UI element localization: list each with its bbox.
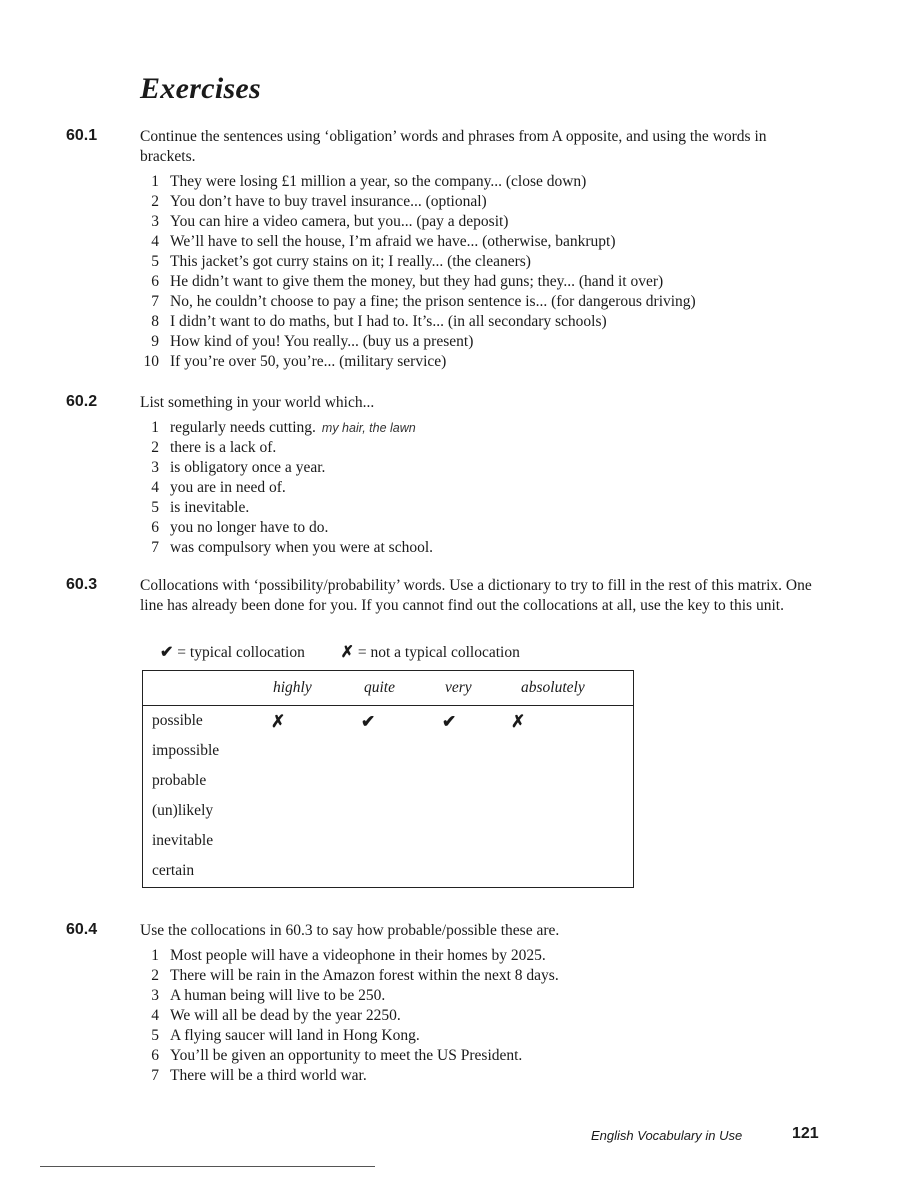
column-header-very: very (445, 679, 472, 696)
column-header-quite: quite (364, 679, 395, 696)
exercise-number: 60.3 (66, 576, 98, 593)
row-label-possible: possible (152, 712, 203, 729)
exercise-instruction: Continue the sentences using ‘obligation’ words and phrases from A opposite, and using the words in brackets. (140, 128, 767, 165)
exercise-60-4-items (140, 946, 840, 1086)
column-header-highly: highly (273, 679, 312, 696)
list-item: 2 there is a lack of. (151, 439, 277, 456)
typical-key-text: = typical collocation (177, 644, 305, 661)
symbol-key (160, 642, 520, 662)
collocation-matrix (142, 670, 634, 888)
check-icon: ✔ (361, 712, 376, 731)
list-item: 1 They were losing £1 million a year, so the company... (close down) (151, 173, 587, 190)
row-label-certain: certain (152, 862, 195, 879)
footer-book-title: English Vocabulary in Use (591, 1128, 743, 1143)
row-label-impossible: impossible (152, 742, 220, 759)
exercise-instruction: Use the collocations in 60.3 to say how probable/possible these are. (140, 922, 560, 939)
list-item: 5 A flying saucer will land in Hong Kong. (151, 1027, 420, 1044)
check-icon: ✔ (442, 712, 457, 731)
row-label-inevitable: inevitable (152, 832, 214, 849)
list-item: 3 You can hire a video camera, but you... (pay a deposit) (151, 213, 509, 230)
footer-rule (40, 1166, 375, 1167)
list-item: 4 We’ll have to sell the house, I’m afraid we have... (otherwise, bankrupt) (151, 233, 616, 250)
exercise-60-1-items (140, 172, 840, 372)
column-header-absolutely: absolutely (521, 679, 585, 696)
list-item: 3 A human being will live to be 250. (151, 987, 386, 1004)
list-item: 7 was compulsory when you were at school. (151, 539, 434, 556)
exercise-number: 60.1 (66, 127, 98, 144)
list-item: 4 We will all be dead by the year 2250. (151, 1007, 401, 1024)
exercise-instruction: List something in your world which... (140, 394, 375, 411)
page-title: Exercises (140, 72, 262, 105)
list-item: 3 is obligatory once a year. (151, 459, 326, 476)
list-item: 2 There will be rain in the Amazon forest within the next 8 days. (151, 967, 559, 984)
list-item: 6 He didn’t want to give them the money, but they had guns; they... (hand it over) (151, 273, 664, 290)
cross-icon: ✗ (340, 644, 354, 661)
list-item: 8 I didn’t want to do maths, but I had to. It’s... (in all secondary schools) (151, 313, 607, 330)
exercise-60-2-items (140, 418, 840, 558)
not-typical-key-text: = not a typical collocation (357, 644, 520, 661)
list-item: 5 is inevitable. (151, 499, 250, 516)
list-item: 2 You don’t have to buy travel insurance... (optional) (151, 193, 487, 210)
row-label-unlikely: (un)likely (152, 802, 214, 819)
list-item: 6 you no longer have to do. (151, 519, 329, 536)
cross-icon: ✗ (271, 712, 286, 731)
exercise-instruction: Collocations with ‘possibility/probability’ words. Use a dictionary to try to fill in the rest of this matrix. One line has already been done for you. If you cannot find out the collocations at all, use the key to this unit. (140, 577, 812, 614)
list-item: 1 Most people will have a videophone in their homes by 2025. (151, 947, 546, 964)
list-item: 4 you are in need of. (151, 479, 286, 496)
list-item: 10 If you’re over 50, you’re... (military service) (143, 353, 447, 370)
page-number: 121 (792, 1125, 819, 1142)
list-item: 7 No, he couldn’t choose to pay a fine; the prison sentence is... (for dangerous driving) (151, 293, 696, 310)
example-answer: my hair, the lawn (321, 421, 416, 435)
cross-icon: ✗ (511, 712, 526, 731)
list-item: 6 You’ll be given an opportunity to meet the US President. (151, 1047, 523, 1064)
check-icon: ✔ (160, 644, 174, 661)
list-item: 7 There will be a third world war. (151, 1067, 367, 1084)
exercise-number: 60.4 (66, 921, 98, 938)
exercise-number: 60.2 (66, 393, 98, 410)
row-label-probable: probable (152, 772, 207, 789)
header-divider (143, 705, 633, 706)
list-item: 5 This jacket’s got curry stains on it; I really... (the cleaners) (151, 253, 531, 270)
list-item: 9 How kind of you! You really... (buy us a present) (151, 333, 474, 350)
list-item: 1 regularly needs cutting. my hair, the lawn (151, 419, 416, 436)
